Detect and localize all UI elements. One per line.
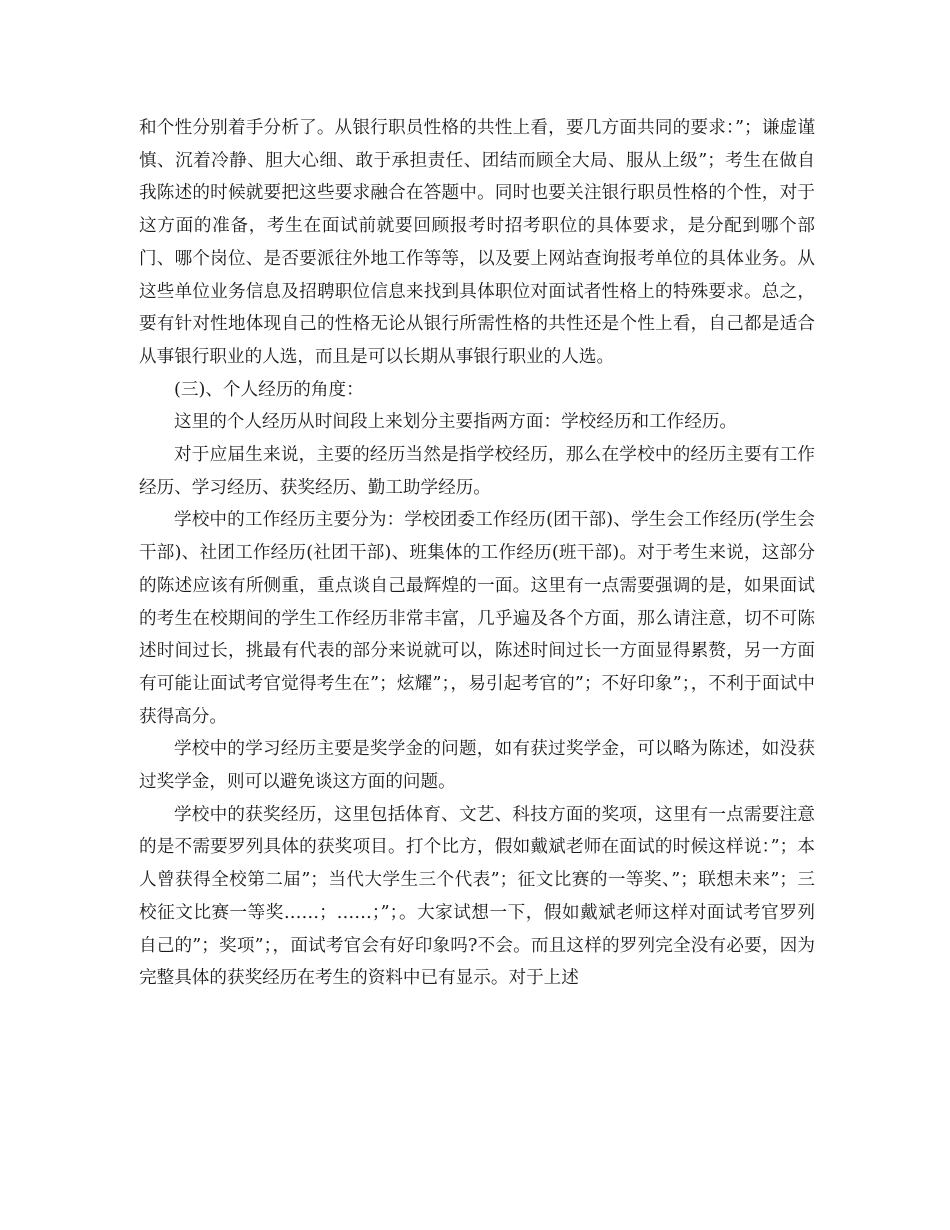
paragraph-work-experience: 学校中的工作经历主要分为：学校团委工作经历(团干部)、学生会工作经历(学生会干部)、社团工作经历(社团干部)、班集体的工作经历(班干部)。对于考生来说，这部分的陈述应该有所侧重，重点谈自己最辉煌的一面。这里有一点需要强调的是，如果面试的考生在校期间的学生工作经历非常丰富，几乎遍及各个方面，那么请注意，切不可陈述时间过长，挑最有代表的部分来说就可以，陈述时间过长一方面显得累赘，另一方面有可能让面试考官觉得考生在”；炫耀”；，易引起考官的”；不好印象”；，不利于面试中获得高分。 — [139, 510, 815, 727]
paragraph-experience-division: 这里的个人经历从时间段上来划分主要指两方面：学校经历和工作经历。 — [174, 412, 738, 433]
paragraph-personality-analysis: 和个性分别着手分析了。从银行职员性格的共性上看，要几方面共同的要求：”；谦虚谨慎、沉着冷静、胆大心细、敢于承担责任、团结而顾全大局、服从上级”；考生在做自我陈述的时候就要把这些要求融合在答题中。同时也要关注银行职员性格的个性，对于这方面的准备，考生在面试前就要回顾报考时招考职位的具体要求，是分配到哪个部门、哪个岗位、是否要派往外地工作等等，以及要上网站查询报考单位的具体业务。从这些单位业务信息及招聘职位信息来找到具体职位对面试者性格上的特殊要求。总之，要有针对性地体现自己的性格无论从银行所需性格的共性还是个性上看，自己都是适合从事银行职业的人选，而且是可以长期从事银行职业的人选。 — [139, 118, 815, 367]
document-body — [139, 112, 815, 995]
paragraph-award-experience: 学校中的获奖经历，这里包括体育、文艺、科技方面的奖项，这里有一点需要注意的是不需要罗列具体的获奖项目。打个比方，假如戴斌老师在面试的时候这样说：”；本人曾获得全校第二届”；当代大学生三个代表”；征文比赛的一等奖、”；联想未来”；三校征文比赛一等奖……；……；”；。大家试想一下，假如戴斌老师这样对面试考官罗列自己的”；奖项”；，面试考官会有好印象吗?不会。而且这样的罗列完全没有必要，因为完整具体的获奖经历在考生的资料中已有显示。对于上述 — [139, 804, 815, 989]
section-heading-personal-experience: (三)、个人经历的角度： — [174, 379, 364, 400]
paragraph-graduate-experience: 对于应届生来说，主要的经历当然是指学校经历，那么在学校中的经历主要有工作经历、学习经历、获奖经历、勤工助学经历。 — [139, 445, 815, 498]
paragraph-study-experience: 学校中的学习经历主要是奖学金的问题，如有获过奖学金，可以略为陈述，如没获过奖学金，则可以避免谈这方面的问题。 — [139, 739, 815, 793]
